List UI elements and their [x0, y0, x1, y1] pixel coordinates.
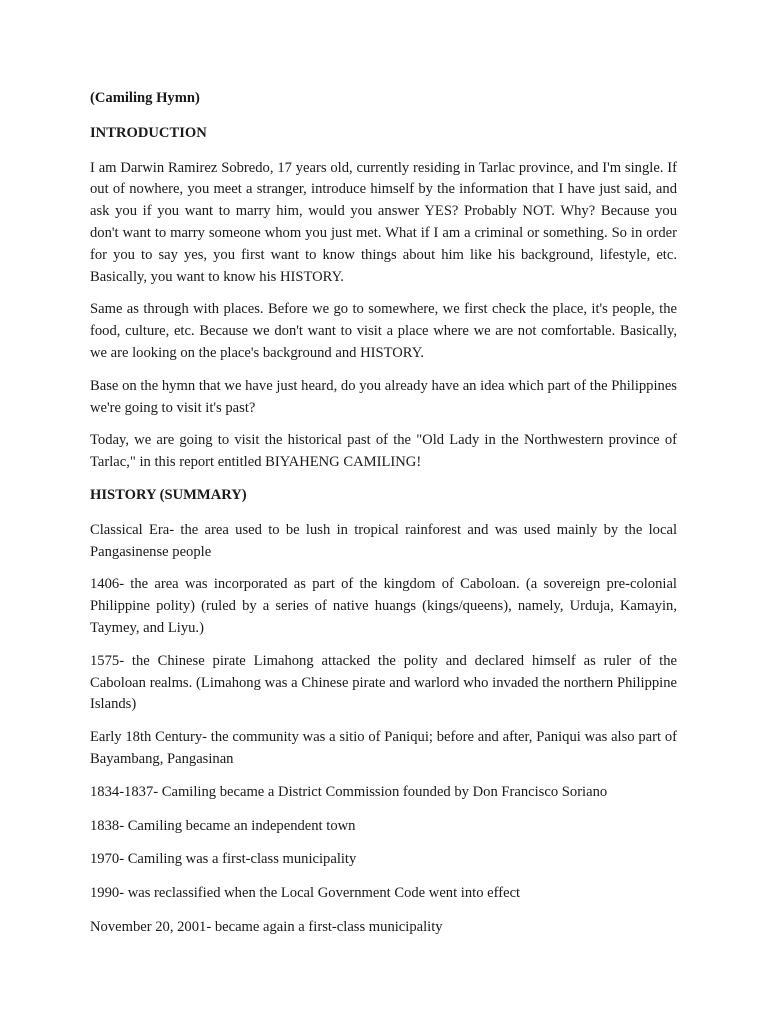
- intro-paragraph-1: I am Darwin Ramirez Sobredo, 17 years old, currently residing in Tarlac province, and I'm single. If out of nowhere, you meet a stranger, introduce himself by the information that I have just said, and ask you if you want to marry him, would you answer YES? Probably NOT. Why? Because you don't want to marry someone whom you just met. What if I am a criminal or something. So in order for you to say yes, you first want to know things about him like his background, lifestyle, etc. Basically, you want to know his HISTORY.: [90, 159, 677, 285]
- intro-paragraph-2: Same as through with places. Before we go to somewhere, we first check the place, it's people, the food, culture, etc. Because we don't want to visit a place where we are not comfortable. Basically, we are looking on the place's background and HISTORY.: [90, 301, 677, 361]
- intro-paragraph-3: Base on the hymn that we have just heard, do you already have an idea which part of the Philippines we're going to visit it's past?: [90, 377, 677, 416]
- history-entry-2001: November 20, 2001- became again a first-class municipality: [90, 918, 443, 935]
- document-page: [90, 88, 677, 951]
- history-entry-1406: 1406- the area was incorporated as part of the kingdom of Caboloan. (a sovereign pre-colonial Philippine polity) (ruled by a series of native huangs (kings/queens), namely, Urduja, Kamayin, Taymey, and Liyu.): [90, 576, 677, 636]
- history-entry-1575: 1575- the Chinese pirate Limahong attacked the polity and declared himself as ruler of the Caboloan realms. (Limahong was a Chinese pirate and warlord who invaded the northern Philippine Islands): [90, 652, 677, 713]
- history-entry-1990: 1990- was reclassified when the Local Government Code went into effect: [90, 885, 521, 902]
- intro-paragraph-4: Today, we are going to visit the historical past of the "Old Lady in the Northwestern province of Tarlac," in this report entitled BIYAHENG CAMILING!: [90, 432, 677, 471]
- history-entry-1970: 1970- Camiling was a first-class municipality: [90, 851, 357, 868]
- history-entry-1838: 1838- Camiling became an independent town: [90, 817, 356, 834]
- history-entry-18th-century: Early 18th Century- the community was a sitio of Paniqui; before and after, Paniqui was also part of Bayambang, Pangasinan: [90, 729, 677, 767]
- history-entry-1834: 1834-1837- Camiling became a District Commission founded by Don Francisco Soriano: [90, 783, 608, 800]
- history-heading: HISTORY (SUMMARY): [90, 486, 247, 503]
- hymn-label: (Camiling Hymn): [90, 90, 200, 106]
- history-entry-classical-era: Classical Era- the area used to be lush in tropical rainforest and was used mainly by the local Pangasinense people: [90, 521, 677, 560]
- introduction-heading: INTRODUCTION: [90, 124, 207, 141]
